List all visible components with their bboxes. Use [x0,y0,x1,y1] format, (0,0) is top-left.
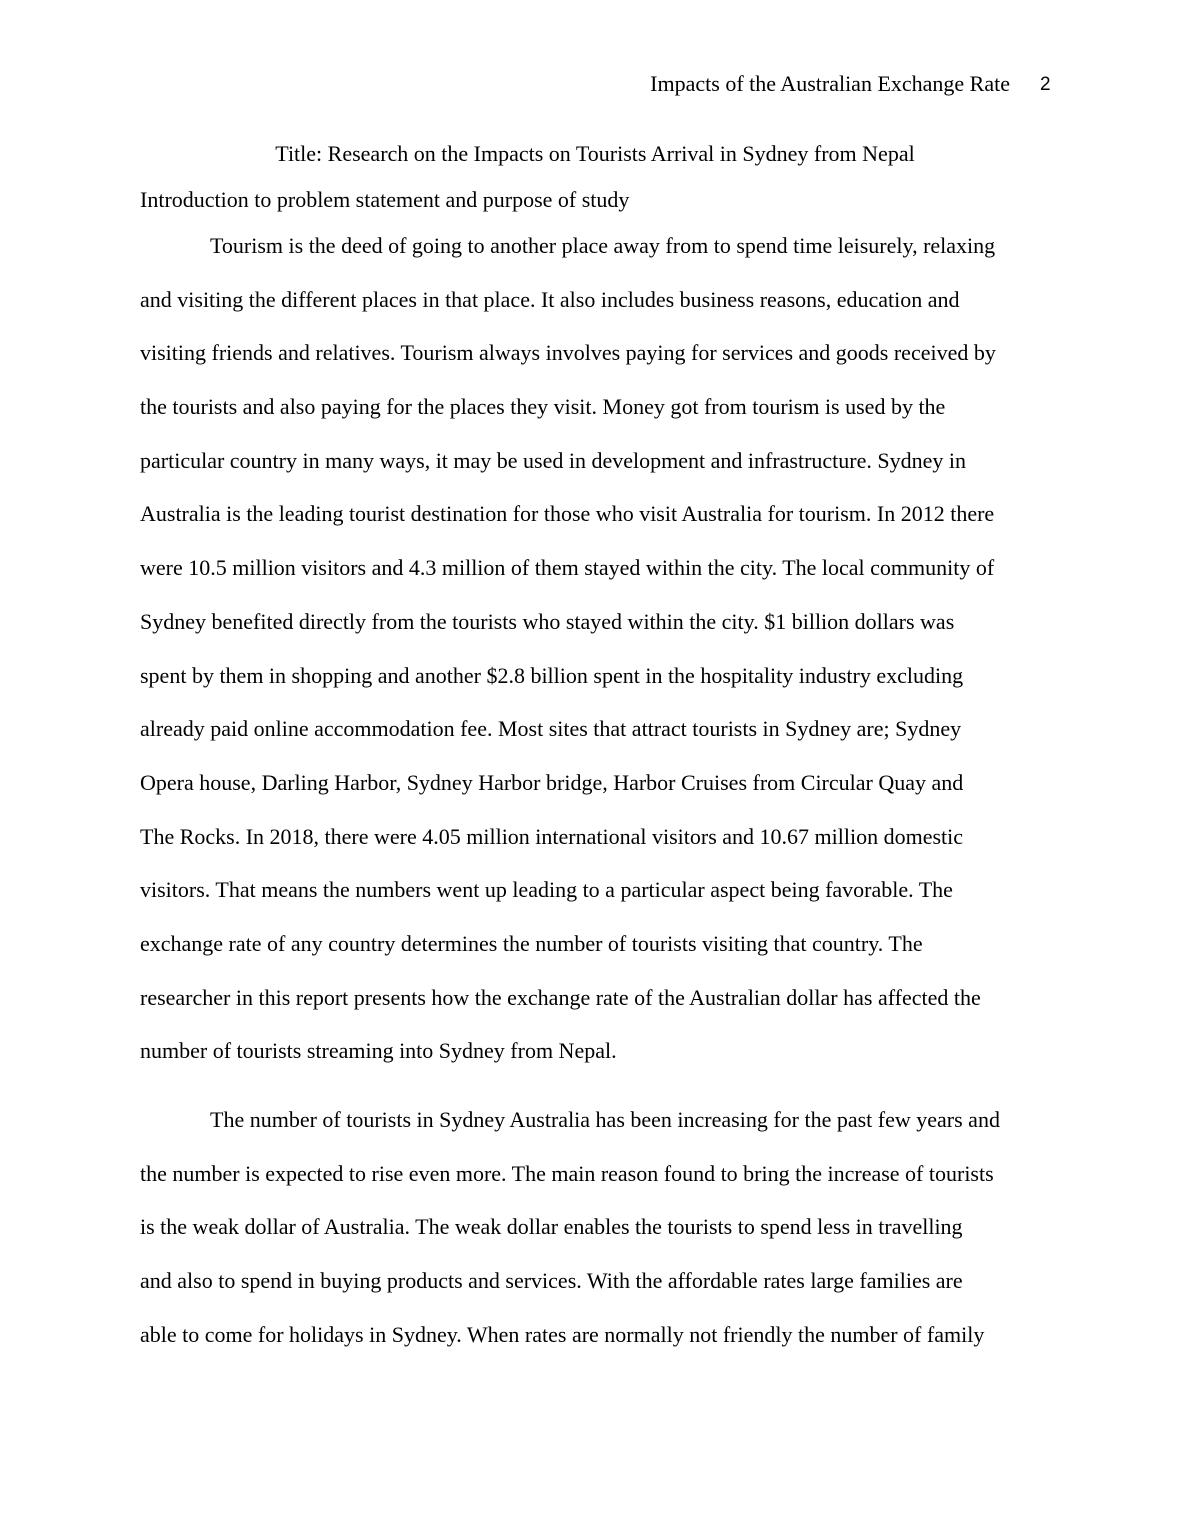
paragraph-line: number of tourists streaming into Sydney from Nepal. [140,1038,617,1064]
paragraph-line: able to come for holidays in Sydney. When rates are normally not friendly the number of family [140,1321,985,1347]
paragraph-line: Opera house, Darling Harbor, Sydney Harbor bridge, Harbor Cruises from Circular Quay and [140,769,964,795]
paragraph-line: visitors. That means the numbers went up leading to a particular aspect being favorable. The [140,877,953,903]
paragraph-line: is the weak dollar of Australia. The weak dollar enables the tourists to spend less in travelling [140,1214,963,1240]
paragraph-line: Australia is the leading tourist destination for those who visit Australia for tourism. In 2012 there [140,501,995,527]
paragraph-line: and also to spend in buying products and services. With the affordable rates large families are [140,1268,963,1294]
document-title: Title: Research on the Impacts on Tourists Arrival in Sydney from Nepal [275,141,915,166]
paragraph-line: Sydney benefited directly from the tourists who stayed within the city. $1 billion dollars was [140,608,955,634]
paragraph-line: The number of tourists in Sydney Australia has been increasing for the past few years and [210,1107,1000,1132]
paragraph-line: the tourists and also paying for the places they visit. Money got from tourism is used by the [140,394,946,420]
body-paragraph [140,230,1060,1089]
paragraph-line: were 10.5 million visitors and 4.3 million of them stayed within the city. The local community of [140,555,995,581]
paragraph-line: particular country in many ways, it may be used in development and infrastructure. Sydney in [140,447,966,473]
paragraph-line: visiting friends and relatives. Tourism always involves paying for services and goods received by [140,340,996,366]
page-number: 2 [1040,74,1051,95]
paragraph-line: and visiting the different places in that place. It also includes business reasons, education and [140,286,960,312]
paragraph-line: the number is expected to rise even more. The main reason found to bring the increase of tourists [140,1160,994,1186]
paragraph-line: already paid online accommodation fee. Most sites that attract tourists in Sydney are; Sydney [140,716,962,742]
paragraph-line: The Rocks. In 2018, there were 4.05 million international visitors and 10.67 million domestic [140,823,964,849]
paragraph-line: exchange rate of any country determines the number of tourists visiting that country. The [140,930,923,956]
paragraph-line: spent by them in shopping and another $2.8 billion spent in the hospitality industry excluding [140,662,964,688]
section-heading: Introduction to problem statement and purpose of study [140,187,630,212]
body-paragraph [140,1104,1060,1372]
paragraph-line: Tourism is the deed of going to another place away from to spend time leisurely, relaxing [210,233,996,258]
running-head: Impacts of the Australian Exchange Rate [650,71,1010,96]
paragraph-line: researcher in this report presents how the exchange rate of the Australian dollar has affected the [140,984,981,1010]
